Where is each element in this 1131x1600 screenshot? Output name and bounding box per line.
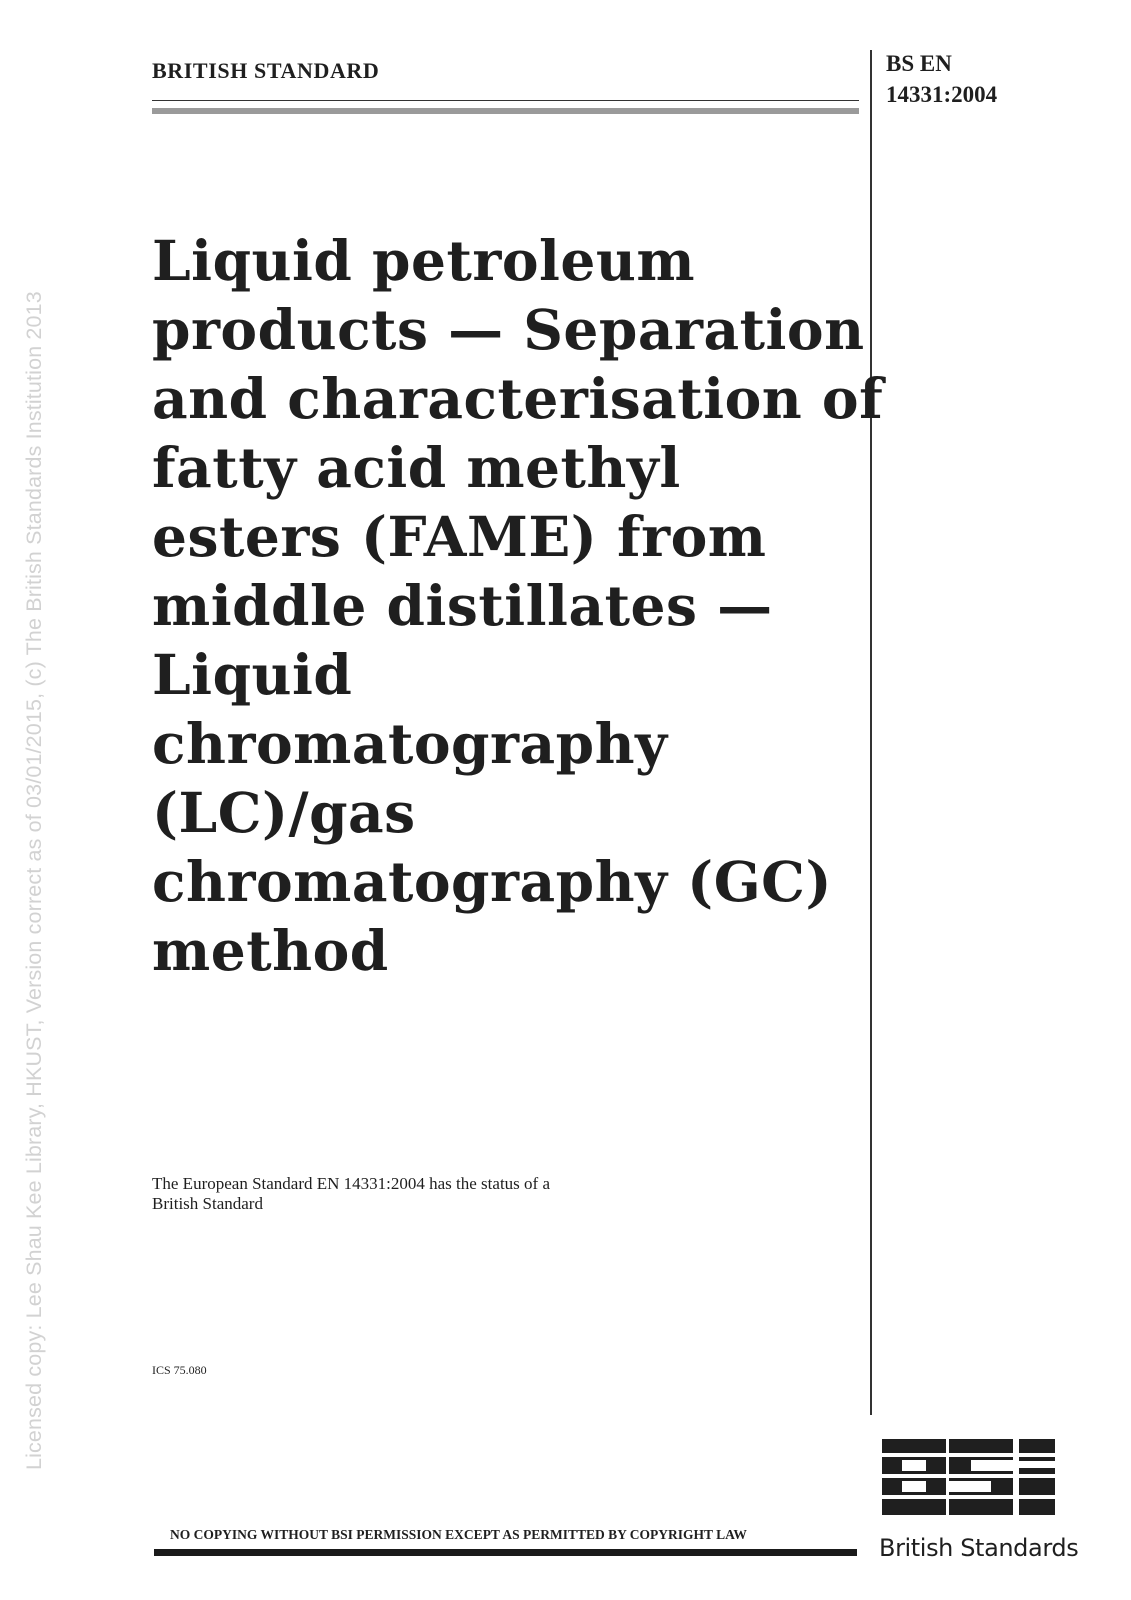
standard-designation: [886, 48, 997, 110]
footer-divider: [154, 1549, 857, 1556]
title-line: (LC)/gas: [152, 780, 416, 845]
document-title: [152, 226, 884, 985]
bsi-logo: [878, 1434, 1078, 1526]
title-line: Liquid: [152, 642, 353, 707]
license-watermark: Licensed copy: Lee Shau Kee Library, HKUST, Version correct as of 03/01/2015, (c) The British Standards Institution 2013: [22, 291, 46, 1470]
designation-line-2: 14331:2004: [886, 82, 998, 107]
bsi-brand-name: British Standards: [879, 1534, 1079, 1562]
ics-code: ICS 75.080: [152, 1363, 207, 1377]
title-line: chromatography: [152, 711, 668, 776]
status-note-line-2: British Standard: [152, 1194, 263, 1213]
title-line: esters (FAME) from: [152, 504, 767, 569]
document-type-label: BRITISH STANDARD: [152, 58, 380, 83]
header-divider-thin: [152, 100, 859, 101]
header-divider-thick: [152, 108, 859, 114]
status-note-line-1: The European Standard EN 14331:2004 has the status of a: [152, 1174, 550, 1193]
title-line: method: [152, 918, 389, 983]
title-line: Liquid petroleum: [152, 228, 696, 293]
title-line: fatty acid methyl: [152, 435, 681, 500]
title-line: and characterisation of: [152, 366, 884, 431]
status-note: [152, 1174, 550, 1214]
title-line: products — Separation: [152, 297, 865, 362]
title-line: chromatography (GC): [152, 849, 832, 914]
designation-line-1: BS EN: [886, 51, 952, 76]
copyright-notice: NO COPYING WITHOUT BSI PERMISSION EXCEPT AS PERMITTED BY COPYRIGHT LAW: [170, 1527, 747, 1542]
title-line: middle distillates —: [152, 573, 773, 638]
